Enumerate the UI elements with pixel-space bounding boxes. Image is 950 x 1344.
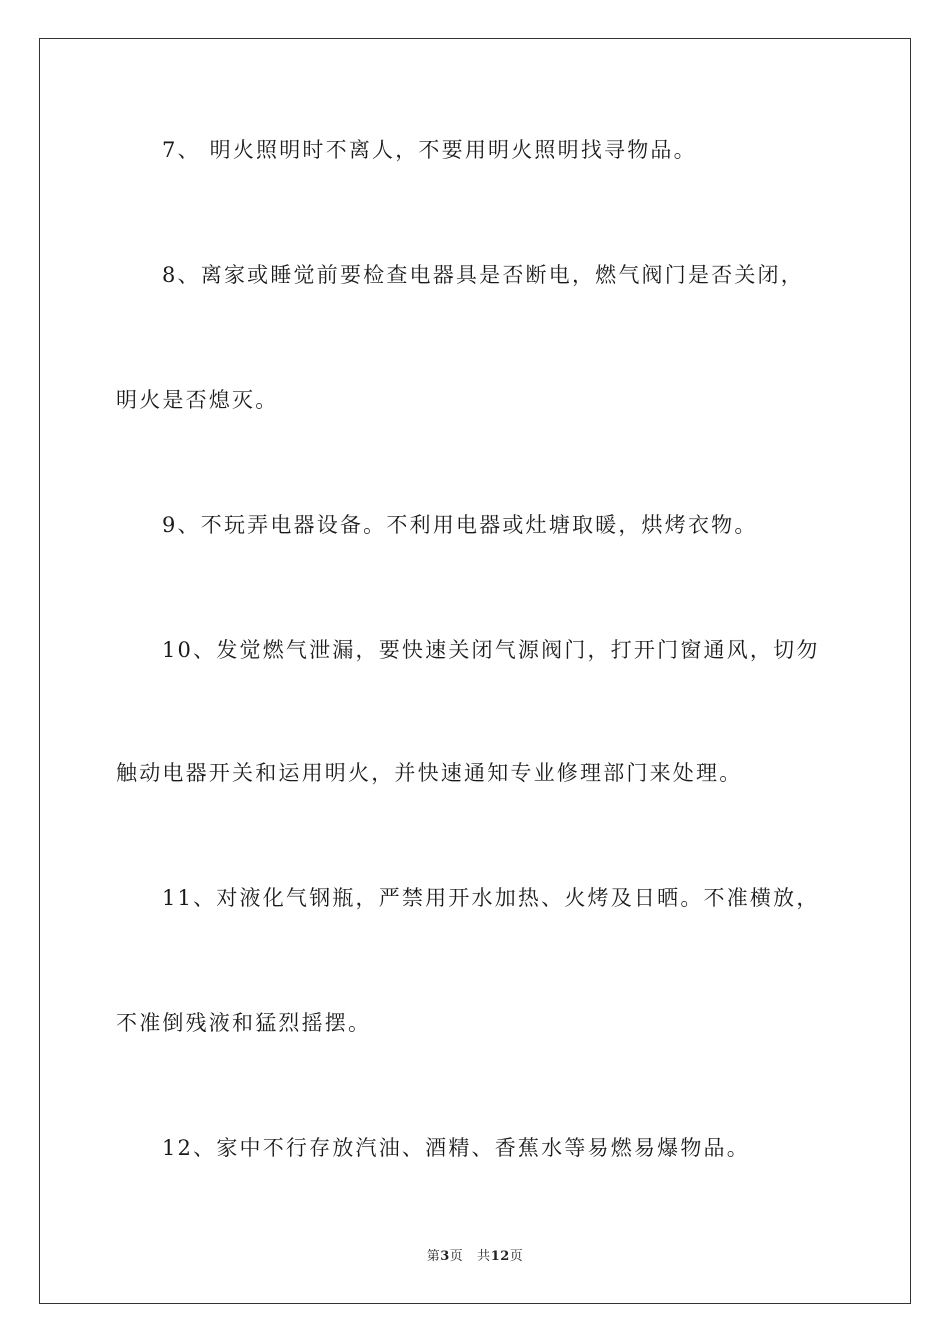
page-footer bbox=[0, 1245, 950, 1264]
footer-total-prefix: 共 bbox=[477, 1249, 491, 1264]
paragraph-line: 12、家中不行存放汽油、酒精、香蕉水等易燃易爆物品。 bbox=[162, 1136, 750, 1160]
paragraph-line: 10、发觉燃气泄漏，要快速关闭气源阀门，打开门窗通风，切勿 bbox=[162, 638, 820, 662]
footer-page-number: 3 bbox=[440, 1249, 450, 1264]
paragraph-line: 不准倒残液和猛烈摇摆。 bbox=[116, 1011, 372, 1035]
paragraph-line: 7、 明火照明时不离人，不要用明火照明找寻物品。 bbox=[162, 138, 697, 162]
footer-total-pages: 12 bbox=[490, 1249, 510, 1264]
paragraph-line: 9、不玩弄电器设备。不利用电器或灶塘取暖，烘烤衣物。 bbox=[162, 513, 758, 537]
footer-page-prefix: 第 bbox=[426, 1249, 441, 1264]
footer-total-suffix: 页 bbox=[509, 1249, 524, 1264]
page-border bbox=[39, 38, 911, 1304]
footer-page-suffix: 页 bbox=[449, 1249, 464, 1264]
paragraph-line: 触动电器开关和运用明火，并快速通知专业修理部门来处理。 bbox=[116, 761, 743, 785]
paragraph-line: 明火是否熄灭。 bbox=[116, 388, 279, 412]
paragraph-line: 11、对液化气钢瓶，严禁用开水加热、火烤及日晒。不准横放， bbox=[162, 886, 820, 910]
paragraph-line: 8、离家或睡觉前要检查电器具是否断电，燃气阀门是否关闭， bbox=[162, 263, 804, 287]
